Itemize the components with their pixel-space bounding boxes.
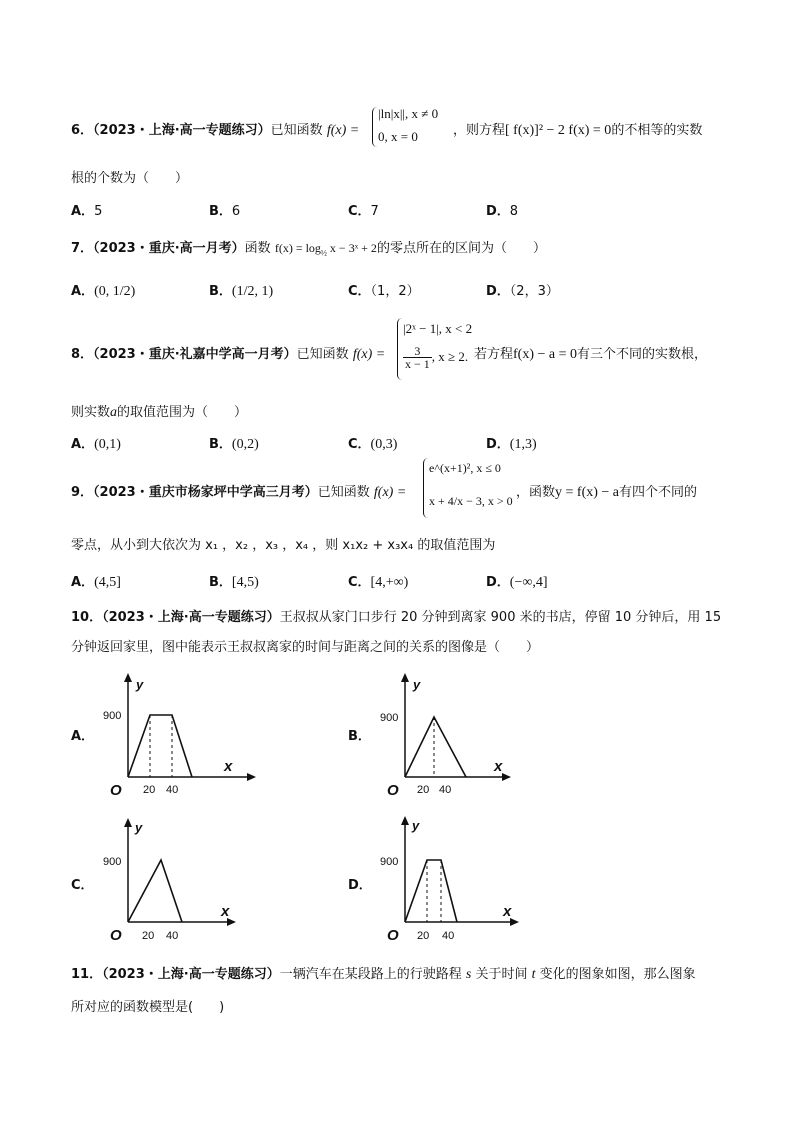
q9-option-b[interactable] bbox=[209, 571, 259, 591]
q7-stem-b: 的零点所在的区间为（ ） bbox=[376, 241, 546, 256]
q8-option-b[interactable] bbox=[209, 433, 259, 453]
q8-line2-a: 则实数 bbox=[71, 405, 111, 420]
q8-case2-rest: , x ≥ 2. bbox=[431, 349, 469, 364]
option-label: C． bbox=[348, 437, 371, 452]
q9-equation: y = f(x) − a bbox=[555, 485, 620, 500]
q9-option-a[interactable] bbox=[71, 571, 121, 591]
y-axis-label: y bbox=[135, 820, 143, 835]
y-axis-label: y bbox=[412, 818, 420, 833]
q6-case1: |ln|x||, x ≠ 0 bbox=[378, 106, 439, 121]
q8-case2-fraction bbox=[403, 345, 432, 370]
q8-option-a[interactable] bbox=[71, 433, 121, 453]
q7-source: （2023・重庆·高一月考） bbox=[93, 241, 245, 256]
q6-option-d[interactable] bbox=[486, 200, 518, 219]
q6-option-a[interactable] bbox=[71, 200, 102, 219]
option-label: C． bbox=[348, 204, 371, 219]
y-tick-900: 900 bbox=[380, 856, 399, 868]
q6-line1-b bbox=[453, 119, 702, 139]
y-axis-label: y bbox=[136, 677, 144, 692]
q9-source: （2023・重庆市杨家坪中学高三月考） bbox=[93, 485, 318, 500]
origin-label: O bbox=[110, 927, 122, 944]
q8-brace bbox=[397, 318, 402, 380]
q9-case2: x + 4/x − 3, x > 0 bbox=[429, 494, 513, 508]
q9-brace bbox=[423, 458, 428, 518]
x-tick-40: 40 bbox=[166, 784, 179, 796]
q7-number: 7． bbox=[71, 241, 94, 256]
q10-graph-c-label[interactable]: C． bbox=[71, 878, 94, 893]
q6-fx: f(x) = bbox=[326, 123, 360, 138]
x-axis-arrow-icon bbox=[247, 773, 256, 781]
q11-source: （2023・上海·高一专题练习） bbox=[102, 967, 280, 982]
q10-graph-b[interactable] bbox=[377, 667, 517, 802]
q8-line2 bbox=[71, 401, 247, 421]
q11-number: 11． bbox=[71, 967, 103, 982]
q11-line2: 所对应的函数模型是( ) bbox=[71, 1000, 225, 1015]
q8-line2-b: 的取值范围为（ ） bbox=[117, 405, 248, 420]
option-text: （2，3） bbox=[509, 284, 559, 299]
distance-curve bbox=[405, 717, 466, 777]
option-text: 8 bbox=[509, 204, 519, 219]
q10-line1-text: 王叔叔从家门口步行 20 分钟到离家 900 米的书店，停留 10 分钟后，用 15 bbox=[279, 610, 722, 625]
q11-var-t: t bbox=[531, 967, 536, 982]
q11-line1 bbox=[71, 963, 696, 983]
y-axis-arrow-icon bbox=[124, 818, 132, 827]
x-axis-arrow-icon bbox=[502, 773, 511, 781]
q10-graph-c[interactable] bbox=[100, 810, 240, 945]
q10-line2: 分钟返回家里，图中能表示王叔叔离家的时间与距离之间的关系的图像是（ ） bbox=[71, 640, 540, 655]
q6-line1 bbox=[71, 119, 359, 139]
option-text: [4,+∞) bbox=[370, 575, 409, 590]
q9-line2: 零点，从小到大依次为 x₁ ，x₂ ，x₃ ，x₄ ，则 x₁x₂ + x₃x₄ 的取值范围为 bbox=[71, 538, 496, 553]
y-axis-arrow-icon bbox=[124, 673, 132, 682]
q9-option-d[interactable] bbox=[486, 571, 548, 591]
q7-option-b[interactable] bbox=[209, 280, 273, 300]
option-label: B． bbox=[209, 575, 232, 590]
option-label: A． bbox=[71, 437, 95, 452]
y-axis-label: y bbox=[413, 677, 421, 692]
x-tick-40: 40 bbox=[442, 930, 455, 942]
q10-line1 bbox=[71, 606, 721, 625]
option-label: D． bbox=[486, 284, 510, 299]
q10-graph-d[interactable] bbox=[377, 810, 527, 945]
option-label: A． bbox=[71, 284, 95, 299]
option-text: (0,2) bbox=[231, 437, 259, 452]
y-axis-arrow-icon bbox=[401, 816, 409, 825]
q9-stem-c: 有四个不同的 bbox=[619, 485, 698, 500]
x-axis-label: x bbox=[494, 758, 503, 775]
q11-var-s: s bbox=[465, 967, 472, 982]
option-text: 6 bbox=[231, 204, 241, 219]
q10-graph-a-label[interactable]: A． bbox=[71, 729, 95, 744]
q6-brace bbox=[372, 107, 377, 147]
q8-var-a: a bbox=[110, 405, 118, 420]
q7-log-base: ½ bbox=[320, 248, 327, 258]
q7-line1 bbox=[71, 237, 546, 257]
q8-case2-den: x − 1 bbox=[405, 357, 430, 371]
q6-equation: [ f(x)]² − 2 f(x) = 0 bbox=[505, 123, 612, 138]
y-tick-900: 900 bbox=[103, 710, 122, 722]
x-axis-label: x bbox=[503, 903, 512, 920]
q8-stem-a: 已知函数 bbox=[296, 347, 349, 362]
x-axis-label: x bbox=[224, 758, 233, 775]
q9-fx: f(x) = bbox=[373, 485, 407, 500]
q10-number: 10． bbox=[71, 610, 103, 625]
distance-curve bbox=[128, 715, 192, 777]
q11-line1-c: 变化的图象如图，那么图象 bbox=[539, 967, 696, 982]
option-label: C． bbox=[348, 575, 371, 590]
option-text: [4,5) bbox=[231, 575, 259, 590]
q10-graph-d-label[interactable]: D． bbox=[348, 878, 372, 893]
origin-label: O bbox=[110, 782, 122, 799]
option-label: D． bbox=[486, 437, 510, 452]
origin-label: O bbox=[387, 927, 399, 944]
option-text: (4,5] bbox=[94, 575, 121, 590]
q11-line1-a: 一辆汽车在某段路上的行驶路程 bbox=[279, 967, 462, 982]
option-text: 5 bbox=[94, 204, 103, 219]
x-tick-40: 40 bbox=[439, 784, 452, 796]
y-axis-arrow-icon bbox=[401, 673, 409, 682]
q7-option-d[interactable] bbox=[486, 280, 559, 299]
option-text: (0,3) bbox=[370, 437, 398, 452]
q9-option-c[interactable] bbox=[348, 571, 408, 591]
q8-number: 8． bbox=[71, 347, 94, 362]
q6-number: 6． bbox=[71, 123, 94, 138]
q9-line1-b bbox=[516, 481, 697, 501]
q8-case2-num: 3 bbox=[403, 345, 432, 358]
q8-fx: f(x) = bbox=[352, 347, 386, 362]
q8-line1-b bbox=[474, 343, 707, 363]
q8-line1 bbox=[71, 343, 385, 363]
q10-graph-a[interactable] bbox=[100, 665, 270, 800]
option-text: （1，2） bbox=[370, 284, 420, 299]
option-label: D． bbox=[486, 575, 510, 590]
x-tick-20: 20 bbox=[142, 930, 155, 942]
q8-case2 bbox=[403, 345, 468, 370]
q8-option-d[interactable] bbox=[486, 433, 537, 453]
option-label: C． bbox=[348, 284, 371, 299]
q10-source: （2023・上海·高一专题练习） bbox=[102, 610, 280, 625]
q9-number: 9． bbox=[71, 485, 94, 500]
q8-stem-b: 若方程 bbox=[474, 347, 514, 362]
option-text: 7 bbox=[370, 204, 379, 219]
option-text: (−∞,4] bbox=[509, 575, 548, 590]
q6-source: （2023・上海·高一专题练习） bbox=[93, 123, 271, 138]
option-text: (0, 1/2) bbox=[94, 284, 136, 299]
option-label: B． bbox=[209, 437, 232, 452]
q8-stem-c: 有三个不同的实数根， bbox=[577, 347, 708, 362]
q7-option-a[interactable] bbox=[71, 280, 135, 300]
q9-case1: e^(x+1)², x ≤ 0 bbox=[429, 461, 501, 475]
x-tick-20: 20 bbox=[143, 784, 156, 796]
q6-line2: 根的个数为（ ） bbox=[71, 171, 189, 186]
q6-option-b[interactable] bbox=[209, 200, 240, 219]
q7-function bbox=[274, 241, 377, 258]
distance-curve bbox=[128, 860, 182, 922]
q6-stem-c: 的不相等的实数 bbox=[611, 123, 703, 138]
distance-curve bbox=[405, 860, 457, 922]
option-label: B． bbox=[209, 204, 232, 219]
q6-option-c[interactable] bbox=[348, 200, 379, 219]
option-text: (1/2, 1) bbox=[231, 284, 274, 299]
q9-line1 bbox=[71, 481, 406, 501]
q11-line1-b: 关于时间 bbox=[475, 967, 528, 982]
x-axis-arrow-icon bbox=[510, 918, 519, 926]
option-label: D． bbox=[486, 204, 510, 219]
q7-func-rest: x − 3ˣ + 2 bbox=[329, 241, 377, 255]
q8-case1: |2ˣ − 1|, x < 2 bbox=[403, 321, 473, 336]
q8-source: （2023・重庆·礼嘉中学高一月考） bbox=[93, 347, 297, 362]
q10-graph-b-label[interactable]: B． bbox=[348, 729, 371, 744]
q7-func: f(x) = log bbox=[274, 241, 321, 255]
q9-stem-a: 已知函数 bbox=[317, 485, 370, 500]
x-axis-label: x bbox=[221, 903, 230, 920]
option-label: A． bbox=[71, 204, 95, 219]
q7-option-c[interactable] bbox=[348, 280, 420, 299]
q9-stem-b: ，函数 bbox=[516, 485, 556, 500]
x-tick-20: 20 bbox=[417, 930, 430, 942]
option-text: (0,1) bbox=[94, 437, 121, 452]
option-label: A． bbox=[71, 575, 95, 590]
option-label: B． bbox=[209, 284, 232, 299]
y-tick-900: 900 bbox=[380, 712, 399, 724]
x-tick-40: 40 bbox=[166, 930, 179, 942]
q8-equation: f(x) − a = 0 bbox=[513, 347, 578, 362]
x-tick-20: 20 bbox=[417, 784, 430, 796]
q7-stem-a: 函数 bbox=[244, 241, 271, 256]
option-text: (1,3) bbox=[509, 437, 537, 452]
y-tick-900: 900 bbox=[103, 856, 122, 868]
q8-option-c[interactable] bbox=[348, 433, 397, 453]
origin-label: O bbox=[387, 782, 399, 799]
q6-case2: 0, x = 0 bbox=[378, 129, 418, 144]
q6-stem-a: 已知函数 bbox=[270, 123, 323, 138]
q6-stem-b: ，则方程 bbox=[453, 123, 506, 138]
